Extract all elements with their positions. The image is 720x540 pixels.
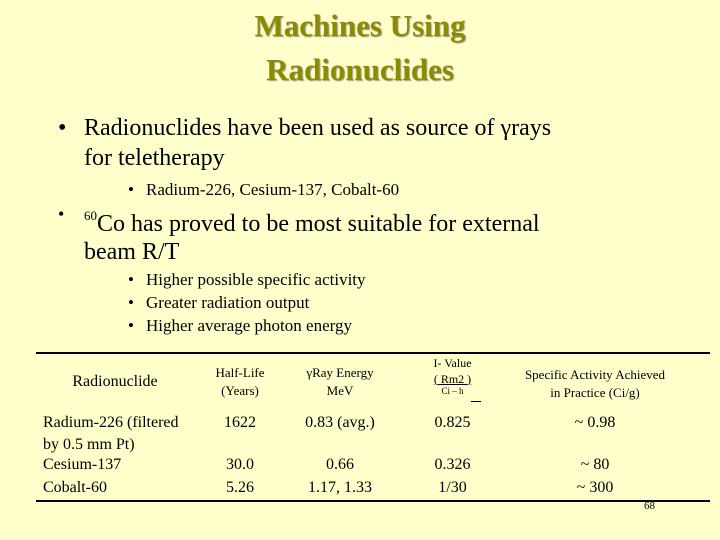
row2-nuclide: Cesium-137 bbox=[43, 456, 122, 473]
header-energy-line1: γRay Energy bbox=[306, 365, 374, 380]
row3-nuclide: Cobalt-60 bbox=[43, 479, 107, 496]
table-row bbox=[43, 412, 179, 455]
row3-ivalue: 1/30 bbox=[438, 479, 467, 496]
row1-ivalue: 0.825 bbox=[434, 414, 471, 431]
row1-energy: 0.83 (avg.) bbox=[305, 414, 375, 431]
sub-bullet-marker: • bbox=[128, 316, 134, 335]
header-gamma-energy bbox=[285, 364, 395, 399]
header-radionuclide: Radionuclide bbox=[72, 373, 158, 390]
bullet1-line2: for teletherapy bbox=[84, 145, 225, 171]
sub-bullet-marker: • bbox=[128, 293, 134, 312]
header-specific-activity bbox=[505, 366, 685, 401]
bullet2-text-a: Co has proved to be most suitable for external bbox=[97, 211, 540, 237]
row2-ivalue: 0.326 bbox=[434, 456, 471, 473]
bullet2-line1 bbox=[84, 210, 540, 239]
page-number: 68 bbox=[644, 500, 655, 512]
header-half-life-line1: Half-Life bbox=[215, 365, 265, 380]
row1-half-life: 1622 bbox=[224, 414, 256, 431]
header-energy-line2: MeV bbox=[326, 382, 354, 398]
bullet2-sub-3: Higher average photon energy bbox=[146, 316, 352, 335]
header-activity-line1: Specific Activity Achieved bbox=[524, 367, 666, 382]
isotope-mass-number: 60 bbox=[84, 208, 97, 223]
bullet-marker: • bbox=[58, 115, 67, 141]
header-ivalue-line3: Ci – h bbox=[441, 386, 464, 397]
header-half-life-line2: (Years) bbox=[221, 382, 259, 398]
row3-activity: ~ 300 bbox=[576, 479, 614, 496]
row1-activity: ~ 0.98 bbox=[574, 414, 616, 431]
bullet-marker: • bbox=[58, 204, 65, 224]
row3-energy: 1.17, 1.33 bbox=[308, 479, 372, 496]
bullet1-text-a: Radionuclides have been used as source of bbox=[84, 115, 501, 141]
table-top-rule bbox=[36, 352, 710, 354]
gamma-symbol: γ bbox=[500, 115, 512, 141]
sub-bullet-marker: • bbox=[128, 180, 134, 199]
table-bottom-rule bbox=[36, 500, 710, 502]
row2-half-life: 30.0 bbox=[226, 456, 254, 473]
slide-title-line-2: Radionuclides bbox=[266, 52, 454, 87]
sub-bullet-marker: • bbox=[128, 270, 134, 289]
header-activity-line2: in Practice (Ci/g) bbox=[550, 384, 640, 400]
bullet1-line1 bbox=[84, 114, 551, 143]
row1-nuclide-line2: by 0.5 mm Pt) bbox=[43, 435, 135, 453]
bullet2-sub-1: Higher possible specific activity bbox=[146, 270, 366, 289]
slide-title-line-1: Machines Using bbox=[254, 8, 466, 43]
header-ivalue-line1: I- Value bbox=[433, 356, 472, 370]
bullet2-line2: beam R/T bbox=[84, 239, 180, 265]
row2-energy: 0.66 bbox=[326, 456, 354, 473]
bullet1-text-b: rays bbox=[511, 115, 552, 141]
bullet2-sub-2: Greater radiation output bbox=[146, 293, 310, 312]
header-ivalue-line2: ( Rm2 ) bbox=[433, 371, 472, 386]
bullet1-sub: Radium-226, Cesium-137, Cobalt-60 bbox=[146, 180, 400, 199]
row2-activity: ~ 80 bbox=[580, 456, 610, 473]
header-half-life bbox=[200, 364, 280, 399]
row1-nuclide: Radium-226 (filtered bbox=[43, 414, 179, 431]
fraction-bar bbox=[471, 401, 481, 402]
header-i-value bbox=[405, 356, 500, 396]
row3-half-life: 5.26 bbox=[226, 479, 254, 496]
